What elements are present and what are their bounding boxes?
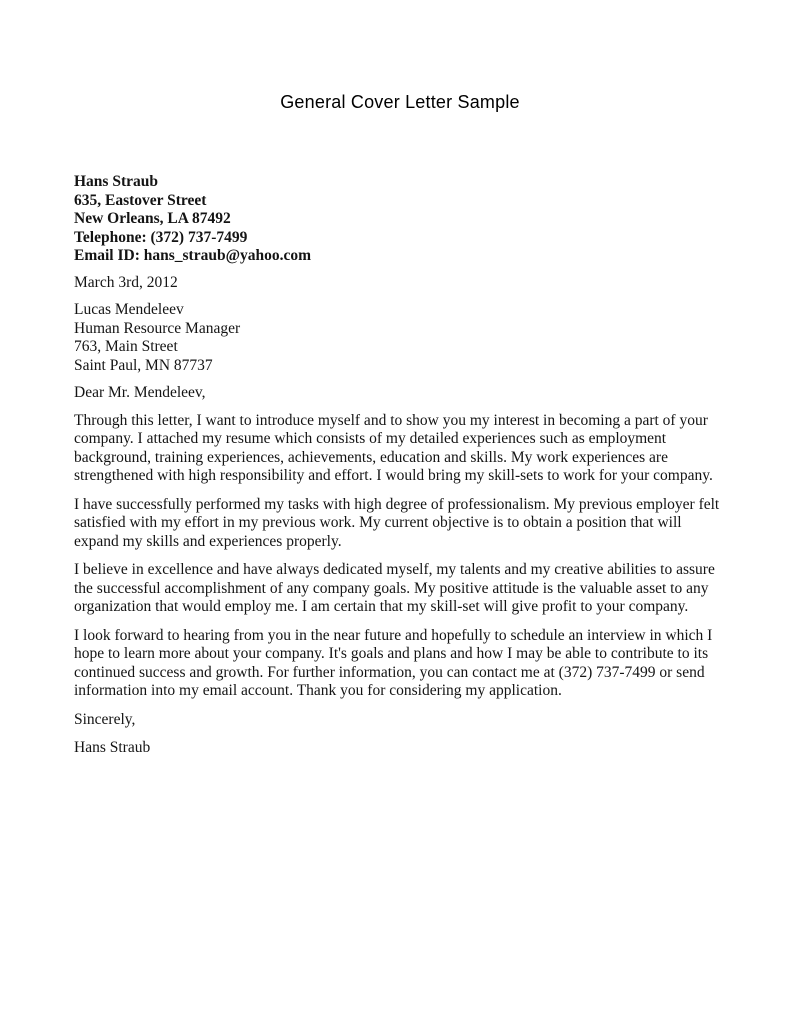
body-paragraph-3: I believe in excellence and have always dedicated myself, my talents and my creative abilities to assure the successful accomplishment of any company goals. My positive attitude is the valuable asset to any organization that would employ me. I am certain that my skill-set will give profit to your company. xyxy=(74,561,715,615)
body-paragraph-4: I look forward to hearing from you in the near future and hopefully to schedule an interview in which I hope to learn more about your company. It's goals and plans and how I may be able to contribute to its continued success and growth. For further information, you can contact me at (372) 737-7499 or send information into my email account. Thank you for considering my application. xyxy=(74,626,713,699)
letter-body xyxy=(74,173,722,758)
recipient-address-line1: 763, Main Street xyxy=(74,338,178,355)
body-paragraph-1: Through this letter, I want to introduce myself and to show you my interest in becoming a part of your company. I attached my resume which consists of my detailed experiences such as employment background, training experiences, achievements, education and skills. My work experiences are strengthened with high responsibility and effort. I would bring my skill-sets to work for your company. xyxy=(74,411,713,484)
recipient-block xyxy=(74,301,722,375)
recipient-job-title: Human Resource Manager xyxy=(74,319,241,337)
salutation: Dear Mr. Mendeleev, xyxy=(74,384,206,401)
letter-date: March 3rd, 2012 xyxy=(74,273,178,291)
sender-address-line1: 635, Eastover Street xyxy=(74,191,207,209)
recipient-address-line2: Saint Paul, MN 87737 xyxy=(74,356,213,374)
closing: Sincerely, xyxy=(74,710,136,728)
sender-email: Email ID: hans_straub@yahoo.com xyxy=(74,247,312,264)
sender-name: Hans Straub xyxy=(74,173,158,190)
sender-address-line2: New Orleans, LA 87492 xyxy=(74,210,231,227)
signature-name: Hans Straub xyxy=(74,739,151,756)
sender-block xyxy=(74,173,722,266)
sender-telephone: Telephone: (372) 737-7499 xyxy=(74,228,248,246)
page-title: General Cover Letter Sample xyxy=(280,92,520,112)
recipient-name: Lucas Mendeleev xyxy=(74,301,184,318)
body-paragraph-2: I have successfully performed my tasks with high degree of professionalism. My previous employer felt satisfied with my effort in my previous work. My current objective is to obtain a position that will expand my skills and experiences properly. xyxy=(74,495,720,550)
